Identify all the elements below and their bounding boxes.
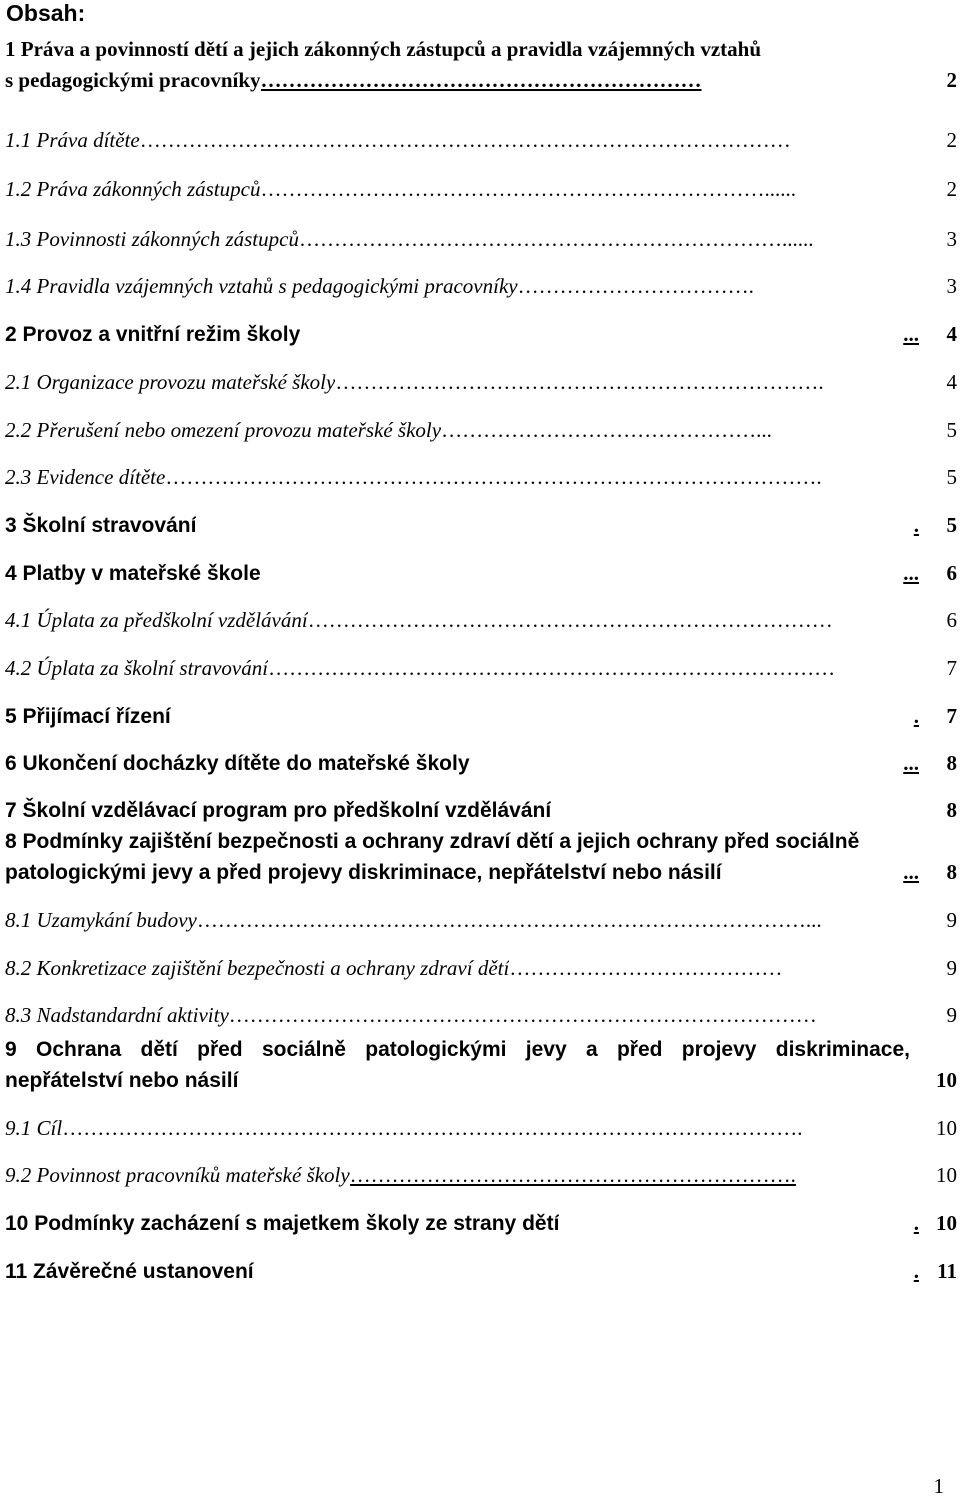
toc-entry-9-label: nepřátelství nebo násilí bbox=[5, 1069, 239, 1092]
toc-entry-1-line2 bbox=[5, 65, 957, 96]
toc-entry-label: 1.1 Práva dítěte bbox=[5, 128, 140, 152]
toc-entry-4-1[interactable] bbox=[5, 605, 957, 635]
toc-entry-8-line1: 8 Podmínky zajištění bezpečnosti a ochrany zdraví dětí a jejich ochrany před sociálně bbox=[5, 830, 860, 853]
toc-heading: Obsah: bbox=[6, 0, 86, 26]
toc-entry-label: 2.1 Organizace provozu mateřské školy bbox=[5, 370, 336, 394]
toc-entry-10[interactable] bbox=[5, 1208, 957, 1239]
toc-entry-8-label: patologickými jevy a před projevy diskriminace, nepřátelství nebo násilí bbox=[5, 861, 722, 884]
toc-entry-label: 9.1 Cíl bbox=[5, 1116, 63, 1140]
toc-leader: ……………………………………………………………. bbox=[335, 370, 824, 394]
toc-entry-8-line2 bbox=[5, 857, 957, 888]
toc-page-number: 6 bbox=[946, 561, 957, 585]
toc-entry-8[interactable] bbox=[5, 826, 957, 888]
toc-leader: ………………………………………………………………… bbox=[307, 608, 833, 632]
toc-entry-7[interactable] bbox=[5, 795, 957, 826]
toc-entry-9[interactable] bbox=[5, 1034, 957, 1096]
toc-entry-1[interactable] bbox=[5, 34, 957, 96]
toc-entry-label: 8.2 Konkretizace zajištění bezpečnosti a ochrany zdraví dětí bbox=[5, 956, 510, 980]
toc-page-number: 7 bbox=[946, 704, 957, 728]
toc-leader: . bbox=[913, 1259, 919, 1283]
page-footer-number: 1 bbox=[933, 1474, 944, 1498]
toc-entry-label: 7 Školní vzdělávací program pro předškolní vzdělávání bbox=[5, 799, 552, 822]
toc-entry-label: 4 Platby v mateřské škole bbox=[5, 562, 261, 585]
toc-page-number: 8 bbox=[946, 798, 957, 822]
toc-entry-label: 1.4 Pravidla vzájemných vztahů s pedagogickými pracovníky bbox=[5, 274, 518, 298]
toc-leader: ………………………………………………………………………………… bbox=[139, 128, 791, 152]
toc-entry-label: 1.3 Povinnosti zákonných zástupců bbox=[5, 227, 299, 251]
toc-entry-1-line1: 1 Práva a povinností dětí a jejich zákonných zástupců a pravidla vzájemných vztahů bbox=[5, 37, 762, 61]
toc-entry-9-1[interactable] bbox=[5, 1113, 957, 1143]
toc-page-number: 11 bbox=[937, 1259, 957, 1283]
toc-leader: ... bbox=[903, 751, 919, 775]
toc-page-number: 10 bbox=[936, 1211, 957, 1235]
toc-leader: …………………………………………………………………………………. bbox=[165, 465, 822, 489]
toc-entry-2-3[interactable] bbox=[5, 462, 957, 492]
toc-entry-label: 2 Provoz a vnitřní režim školy bbox=[5, 323, 301, 346]
toc-page-number: 2 bbox=[946, 177, 957, 201]
toc-page-number: 10 bbox=[936, 1068, 957, 1092]
toc-leader: ……………………………. bbox=[517, 274, 754, 298]
toc-leader: ………………………………………………………………………… bbox=[228, 1003, 817, 1027]
toc-entry-1-4[interactable] bbox=[5, 271, 957, 301]
toc-entry-label: 4.1 Úplata za předškolní vzdělávání bbox=[5, 608, 308, 632]
toc-entry-9-line2 bbox=[5, 1065, 957, 1096]
toc-entry-label: 1.2 Práva zákonných zástupců bbox=[5, 177, 261, 201]
toc-page-number: 3 bbox=[946, 274, 957, 298]
toc-page-number: 10 bbox=[936, 1163, 957, 1187]
toc-entry-2[interactable] bbox=[5, 319, 957, 350]
toc-leader: ……………………………………………………………………………... bbox=[196, 908, 822, 932]
toc-leader: ……………………………………………………………………… bbox=[268, 656, 836, 680]
toc-entry-label: 2.3 Evidence dítěte bbox=[5, 465, 166, 489]
toc-page-number: 9 bbox=[946, 956, 957, 980]
toc-entry-label: 8.3 Nadstandardní aktivity bbox=[5, 1003, 229, 1027]
toc-leader: . bbox=[913, 513, 919, 537]
toc-entry-label: 5 Přijímací řízení bbox=[5, 705, 171, 728]
toc-leader: ... bbox=[903, 860, 919, 884]
toc-entry-label: 4.2 Úplata za školní stravování bbox=[5, 656, 269, 680]
toc-leader: ………………………………………………………………...... bbox=[260, 177, 796, 201]
toc-page-number: 9 bbox=[946, 1003, 957, 1027]
toc-page-number: 4 bbox=[946, 322, 957, 346]
toc-leader: . bbox=[913, 704, 919, 728]
toc-entry-4-2[interactable] bbox=[5, 653, 957, 683]
toc-entry-label: 2.2 Přerušení nebo omezení provozu mateřské školy bbox=[5, 418, 442, 442]
toc-entry-label: 3 Školní stravování bbox=[5, 514, 197, 537]
toc-entry-2-2[interactable] bbox=[5, 415, 957, 445]
toc-leader: ………………………………………………………. bbox=[349, 1163, 796, 1187]
toc-leader: ... bbox=[903, 561, 919, 585]
toc-entry-8-3[interactable] bbox=[5, 1000, 957, 1030]
toc-entry-label: 8.1 Uzamykání budovy bbox=[5, 908, 197, 932]
toc-page-number: 2 bbox=[946, 68, 957, 92]
toc-entry-8-2[interactable] bbox=[5, 953, 957, 983]
toc-entry-label: 11 Závěrečné ustanovení bbox=[5, 1260, 254, 1283]
toc-page-number: 5 bbox=[946, 465, 957, 489]
toc-entry-label: 6 Ukončení docházky dítěte do mateřské školy bbox=[5, 752, 470, 775]
toc-leader: ………………………………… bbox=[509, 956, 783, 980]
toc-page-number: 7 bbox=[946, 656, 957, 680]
toc-page-number: 10 bbox=[936, 1116, 957, 1140]
toc-entry-9-line1: 9 Ochrana dětí před sociálně patologickými jevy a před projevy diskriminace, bbox=[5, 1038, 910, 1061]
toc-leader: ……………………………………………………… bbox=[260, 68, 702, 92]
toc-entry-4[interactable] bbox=[5, 558, 957, 589]
toc-page-number: 8 bbox=[946, 751, 957, 775]
toc-entry-2-1[interactable] bbox=[5, 367, 957, 397]
toc-entry-8-1[interactable] bbox=[5, 905, 957, 935]
toc-leader: ... bbox=[903, 322, 919, 346]
toc-entry-6[interactable] bbox=[5, 748, 957, 779]
toc-leader: ……………………………………………………………...... bbox=[298, 227, 814, 251]
toc-entry-9-2[interactable] bbox=[5, 1160, 957, 1190]
toc-page-number: 5 bbox=[946, 418, 957, 442]
toc-page-number: 8 bbox=[946, 860, 957, 884]
toc-leader: ………………………………………... bbox=[441, 418, 772, 442]
toc-entry-3[interactable] bbox=[5, 510, 957, 541]
toc-page-number: 5 bbox=[946, 513, 957, 537]
toc-leader: . bbox=[913, 1211, 919, 1235]
toc-entry-1-3[interactable] bbox=[5, 224, 957, 254]
toc-page-number: 6 bbox=[946, 608, 957, 632]
toc-entry-1-label: s pedagogickými pracovníky bbox=[5, 68, 261, 92]
toc-leader: ……………………………………………………………………………………………. bbox=[62, 1116, 803, 1140]
toc-page-number: 2 bbox=[946, 128, 957, 152]
toc-page-number: 4 bbox=[946, 370, 957, 394]
toc-page-number: 3 bbox=[946, 227, 957, 251]
toc-entry-11[interactable] bbox=[5, 1256, 957, 1287]
toc-entry-1-2[interactable] bbox=[5, 174, 957, 204]
toc-entry-label: 10 Podmínky zacházení s majetkem školy ze strany dětí bbox=[5, 1212, 560, 1235]
toc-entry-label: 9.2 Povinnost pracovníků mateřské školy bbox=[5, 1163, 350, 1187]
toc-page-number: 9 bbox=[946, 908, 957, 932]
toc-entry-5[interactable] bbox=[5, 701, 957, 732]
toc-entry-1-1[interactable] bbox=[5, 125, 957, 155]
